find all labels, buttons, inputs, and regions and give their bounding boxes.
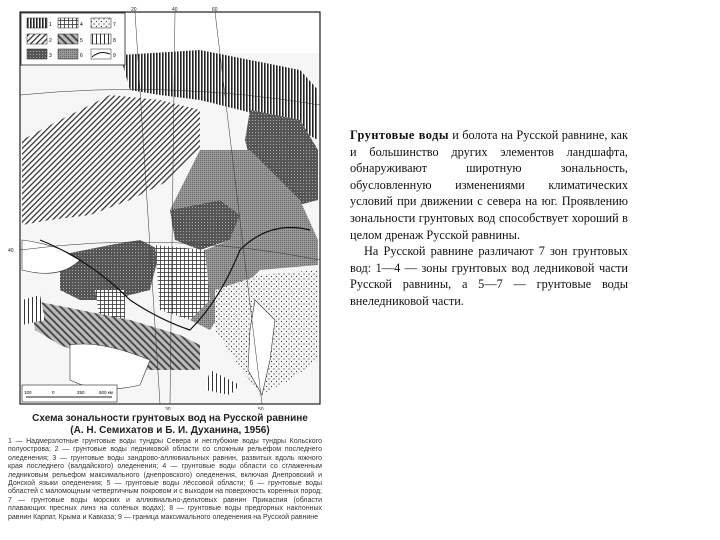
svg-text:100: 100 xyxy=(24,390,32,395)
svg-text:4: 4 xyxy=(80,22,83,28)
svg-text:500 км: 500 км xyxy=(99,390,113,395)
caption-title-line: Схема зональности грунтовых вод на Русской равнине xyxy=(32,413,308,424)
svg-text:6: 6 xyxy=(80,53,83,59)
svg-text:8: 8 xyxy=(113,38,116,44)
parallel-label: 40 xyxy=(8,248,14,254)
paragraph-2: На Русской равнине различают 7 зон грунтовых вод: 1—4 — зоны грунтовых вод ледниковой части Русской равнины, а 5—7 — грунтовые воды внеледниковой части. xyxy=(350,244,628,308)
svg-text:7: 7 xyxy=(113,22,116,28)
svg-text:0: 0 xyxy=(52,390,55,395)
svg-text:250: 250 xyxy=(77,390,85,395)
meridian-label: 60 xyxy=(212,7,218,13)
meridian-label: 30 xyxy=(165,407,171,410)
paragraph-1 xyxy=(350,127,628,243)
map-caption-legend-text: 1 — Надмерзлотные грунтовые воды тундры Севера и неглубокие воды тундры Кольского полуострова; 2 — грунтовые воды ледниковой области со сложным рельефом последнего оледенения; 3 — грунтовые воды зандрово-аллювиальных равнин, развитых вдоль южного края последнего (валдайского) оледенения; 4 — грунтовые воды области со сглаженным ледниковым рельефом максимального (днепровского) оледенения, включая Днепровский и Донской языки оледенения; 5 — грунтовые воды лёссовой области; 6 — грунтовые воды областей с маломощным четвертичным покровом и с выходом на поверхность коренных пород; 7 — грунтовые воды морских и аллювиально-дельтовых равнин Прикаспия (области плавающих пресных линз на солёных водах); 8 — грунтовые воды предгорных наклонных равнин Карпат, Крыма и Кавказа; 9 — граница максимального оледенения на Русской равнине xyxy=(8,438,322,521)
svg-text:9: 9 xyxy=(113,53,116,59)
groundwater-zones-map xyxy=(0,0,335,410)
meridian-label: 40 xyxy=(172,7,178,13)
arctic-sea xyxy=(125,13,319,53)
scale-bar xyxy=(22,385,117,402)
svg-text:1: 1 xyxy=(49,22,52,28)
svg-text:2: 2 xyxy=(49,38,52,44)
meridian-label: 20 xyxy=(131,7,137,13)
term-groundwater: Грунтовые воды xyxy=(350,128,449,142)
meridian-label: 50 xyxy=(258,407,264,410)
map-caption-title xyxy=(30,413,310,437)
caption-authors: (А. Н. Семихатов и Б. И. Духанина, 1956) xyxy=(70,425,270,436)
svg-text:5: 5 xyxy=(80,38,83,44)
paragraph-1-text: и болота на Русской равнине, как и большинство других элементов ландшафта, обнаруживают широтную зональность, обусловленную изменениями климатических условий при движении с севера на юг. Проявлению зональности грунтовых вод способствует хороший в целом дренаж Русской равнины. xyxy=(350,128,628,242)
map-legend xyxy=(21,13,125,65)
article-text xyxy=(350,127,628,310)
svg-text:3: 3 xyxy=(49,53,52,59)
